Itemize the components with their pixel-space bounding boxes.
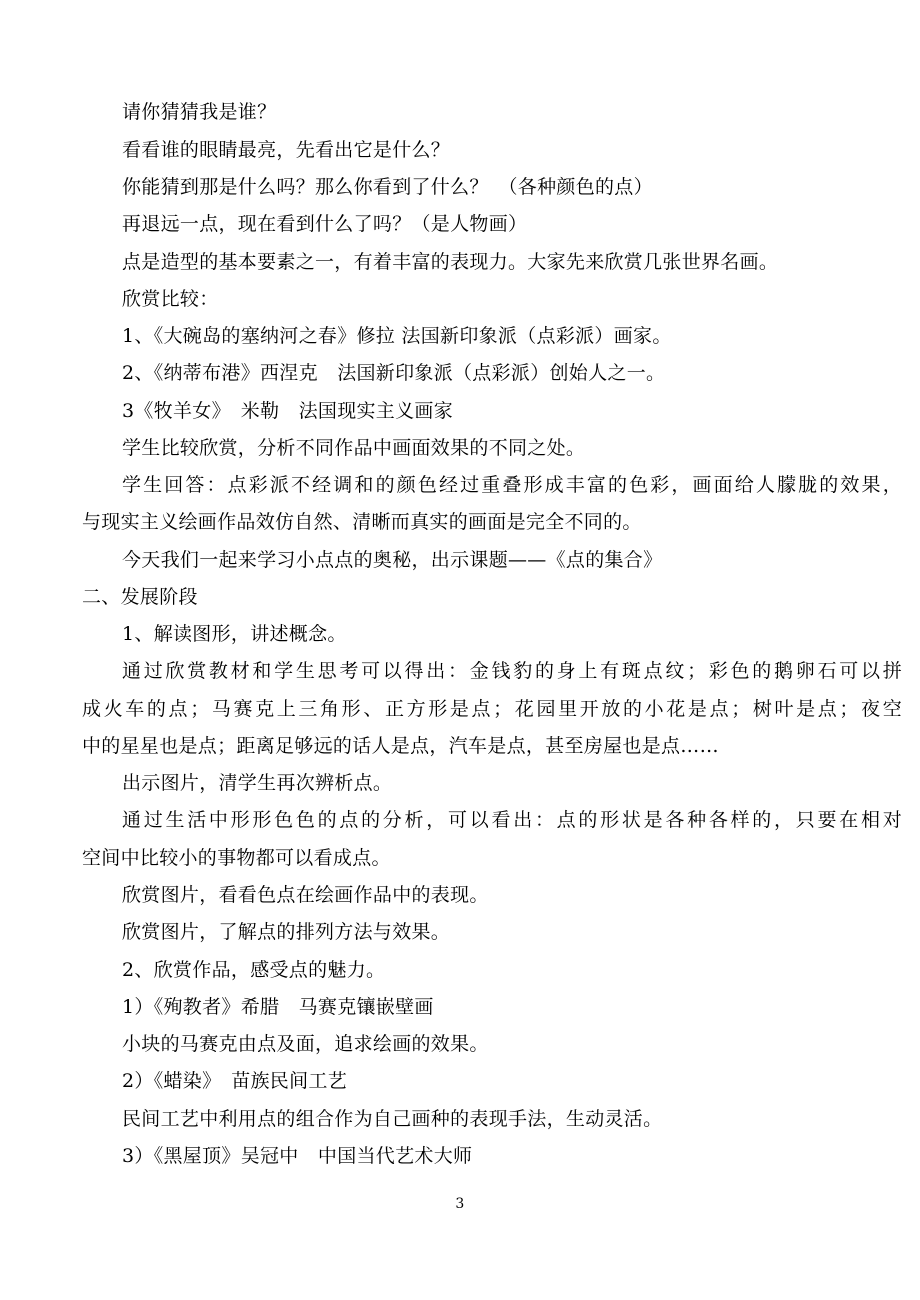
text-line: 1、《大碗岛的塞纳河之春》修拉 法国新印象派（点彩派）画家。: [122, 325, 672, 347]
text-line: 今天我们一起来学习小点点的奥秘，出示课题——《点的集合》: [122, 549, 663, 571]
text-line: 请你猜猜我是谁？: [122, 101, 277, 123]
text-line: 2、《纳蒂布港》西涅克 法国新印象派（点彩派）创始人之一。: [122, 362, 666, 384]
text-line: 1、解读图形，讲述概念。: [122, 623, 347, 645]
text-line: 再退远一点，现在看到什么了吗？（是人物画）: [122, 213, 528, 235]
text-line: 中的星星也是点；距离足够远的话人是点，汽车是点，甚至房屋也是点……: [82, 735, 719, 757]
text-line: 空间中比较小的事物都可以看成点。: [82, 847, 391, 869]
page-number: 3: [455, 1196, 465, 1212]
text-line: 点是造型的基本要素之一，有着丰富的表现力。大家先来欣赏几张世界名画。: [122, 251, 779, 273]
text-line: 通过生活中形形色色的点的分析，可以看出：点的形状是各种各样的，只要在相对: [122, 809, 902, 831]
text-line: 通过欣赏教材和学生思考可以得出：金钱豹的身上有斑点纹；彩色的鹅卵石可以拼: [122, 660, 902, 682]
text-line: 与现实主义绘画作品效仿自然、清晰而真实的画面是完全不同的。: [82, 511, 642, 533]
text-line: 1）《殉教者》希腊 马赛克镶嵌壁画: [122, 996, 434, 1018]
text-line: 3《牧羊女》 米勒 法国现实主义画家: [122, 400, 453, 422]
text-line: 2、欣赏作品，感受点的魅力。: [122, 959, 386, 981]
section-heading: 二、发展阶段: [82, 586, 198, 608]
text-line: 学生比较欣赏，分析不同作品中画面效果的不同之处。: [122, 437, 586, 459]
text-line: 欣赏图片，了解点的排列方法与效果。: [122, 921, 451, 943]
text-line: 欣赏图片，看看色点在绘画作品中的表现。: [122, 884, 489, 906]
text-line: 2）《蜡染》 苗族民间工艺: [122, 1070, 347, 1092]
text-line: 小块的马赛克由点及面，追求绘画的效果。: [122, 1033, 489, 1055]
text-line: 看看谁的眼睛最亮，先看出它是什么？: [122, 139, 451, 161]
text-line: 你能猜到那是什么吗？那么你看到了什么？ （各种颜色的点）: [122, 176, 653, 198]
text-line: 欣赏比较：: [122, 288, 219, 310]
text-line: 学生回答：点彩派不经调和的颜色经过重叠形成丰富的色彩，画面给人朦胧的效果，: [122, 474, 902, 496]
text-line: 民间工艺中利用点的组合作为自己画种的表现手法，生动灵活。: [122, 1108, 663, 1130]
text-line: 出示图片，清学生再次辨析点。: [122, 772, 393, 794]
text-line: 3）《黑屋顶》吴冠中 中国当代艺术大师: [122, 1145, 473, 1167]
text-line: 成火车的点；马赛克上三角形、正方形是点；花园里开放的小花是点；树叶是点；夜空: [82, 698, 902, 720]
